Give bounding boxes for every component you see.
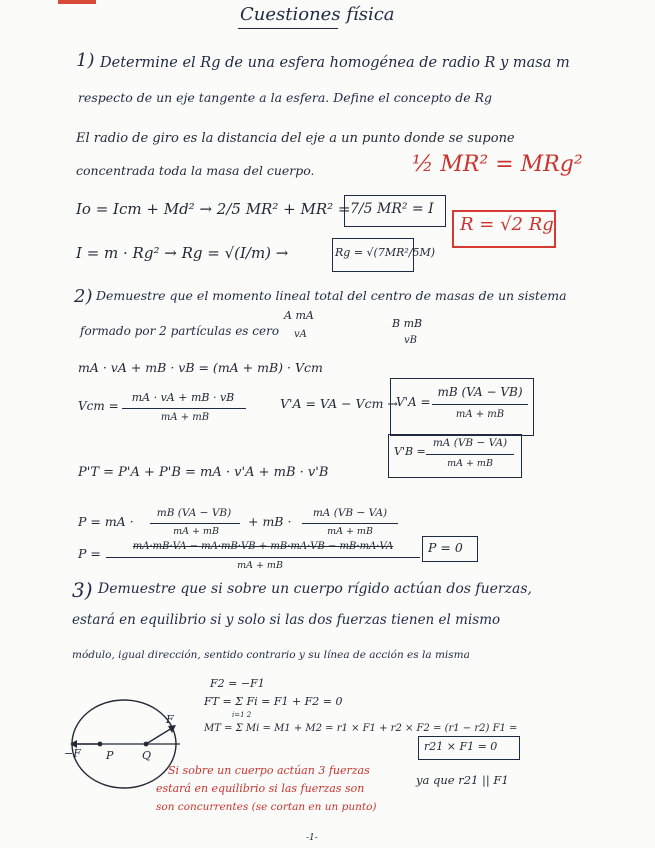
q3-red-note-line3: son concurrentes (se cortan en un punto) [156,801,377,813]
particle-b-velocity: vB [404,335,417,346]
label-q: Q [142,749,152,762]
q3-f2-equation: F2 = −F1 [210,677,265,690]
particle-a-label: A mA [284,309,314,322]
va-prime-fraction-bar [432,404,528,405]
label-minus-f: −F [64,747,81,760]
q1-red-equation: ½ MR² = MRg² [412,152,583,177]
q3-statement-line3: módulo, igual dirección, sentido contrario y su línea de acción es la misma [72,649,470,661]
point-p [98,742,103,747]
q1-answer-line2: concentrada toda la masa del cuerpo. [76,163,315,178]
vcm-lhs: Vcm = [78,399,119,413]
q1-rg-result: Rg = √(7MR²/5M) [335,246,436,259]
vb-prime-denominator: mA + mB [447,458,493,469]
vb-prime-lhs: V'B = [394,445,426,458]
q1-statement-line2: respecto de un eje tangente a la esfera. Define el concepto de Rg [78,90,493,105]
q2-statement-line1: Demuestre que el momento lineal total del centro de masas de un sistema [96,288,567,303]
q1-steiner-equation: Io = Icm + Md² → 2/5 MR² + MR² = [76,200,351,218]
q3-mt-equation: MT = Σ Mi = M1 + M2 = r1 × F1 + r2 × F2 = (r1 − r2) F1 = [204,723,518,734]
vcm-numerator: mA · vA + mB · vB [131,391,235,404]
force-f-arrow [146,728,172,744]
q1-statement-line1: Determine el Rg de una esfera homogénea de radio R y masa m [100,55,570,71]
q3-ft-equation: FT = Σ Fi = F1 + F2 = 0 [204,695,343,708]
p-result: P = 0 [428,540,463,555]
p-total-equation: P'T = P'A + P'B = mA · v'A + mB · v'B [78,465,329,480]
title-underline [238,28,338,29]
p-cancel-lhs: P = [78,546,101,561]
p-expand-numerator-a: mB (VA − VB) [156,507,232,519]
q2-statement-line2: formado por 2 partículas es cero [80,324,280,338]
point-q [144,742,149,747]
q2-number: 2) [74,286,93,307]
q3-red-note-line1: Si sobre un cuerpo actúan 3 fuerzas [168,764,370,777]
q1-answer-line1: El radio de giro es la distancia del eje a un punto donde se supone [76,131,515,146]
q2-momentum-equation: mA · vA + mB · vB = (mA + mB) · Vcm [78,360,323,375]
particle-b-label: B mB [392,317,423,330]
q3-statement-line2: estará en equilibrio si y solo si las dos fuerzas tienen el mismo [72,612,501,628]
va-prime-lhs: V'A = [396,395,431,409]
p-expand-denominator-a: mA + mB [173,526,219,537]
vb-prime-numerator: mA (VB − VA) [432,437,508,449]
p-cancel-bar [106,557,420,558]
label-p: P [106,749,114,762]
particle-a-velocity: vA [294,329,307,340]
p-cancel-denominator: mA + mB [237,560,283,571]
q3-conclusion: ya que r21 || F1 [416,773,509,787]
page-title: Cuestiones física [240,4,395,25]
q3-red-note-line2: estará en equilibrio si las fuerzas son [156,782,365,795]
p-expand-numerator-b: mA (VB − VA) [312,507,388,519]
p-expand-middle: + mB · [248,514,292,529]
p-expand-denominator-b: mA + mB [327,526,373,537]
q3-number: 3) [72,578,93,602]
q3-boxed-equation: r21 × F1 = 0 [424,740,498,753]
q1-number: 1) [76,50,95,71]
q3-statement-line1: Demuestre que si sobre un cuerpo rígido actúan dos fuerzas, [98,581,532,597]
q3-sum-limits: i=1 2 [232,711,252,719]
p-expand-bar-b [302,523,398,524]
q1-steiner-result: 7/5 MR² = I [350,201,434,217]
page-corner-mark [58,0,96,4]
label-f: F [166,713,174,726]
vb-prime-fraction-bar [426,454,514,455]
vcm-fraction-bar [122,408,246,409]
va-prime-denominator: mA + mB [455,409,505,420]
q1-rg-equation: I = m · Rg² → Rg = √(I/m) → [76,244,289,262]
q1-red-result: R = √2 Rg [460,214,554,235]
page-number: -1- [306,833,318,843]
p-expand-lhs: P = mA · [78,514,134,529]
va-prime-equation: V'A = VA − Vcm → [280,396,398,411]
vcm-denominator: mA + mB [160,412,210,423]
p-expand-bar-a [150,523,240,524]
va-prime-numerator: mB (VA − VB) [437,385,523,399]
p-cancel-numerator: mA·mB·VA − mA·mB·VB + mB·mA·VB − mB·mA·VA [132,541,394,552]
